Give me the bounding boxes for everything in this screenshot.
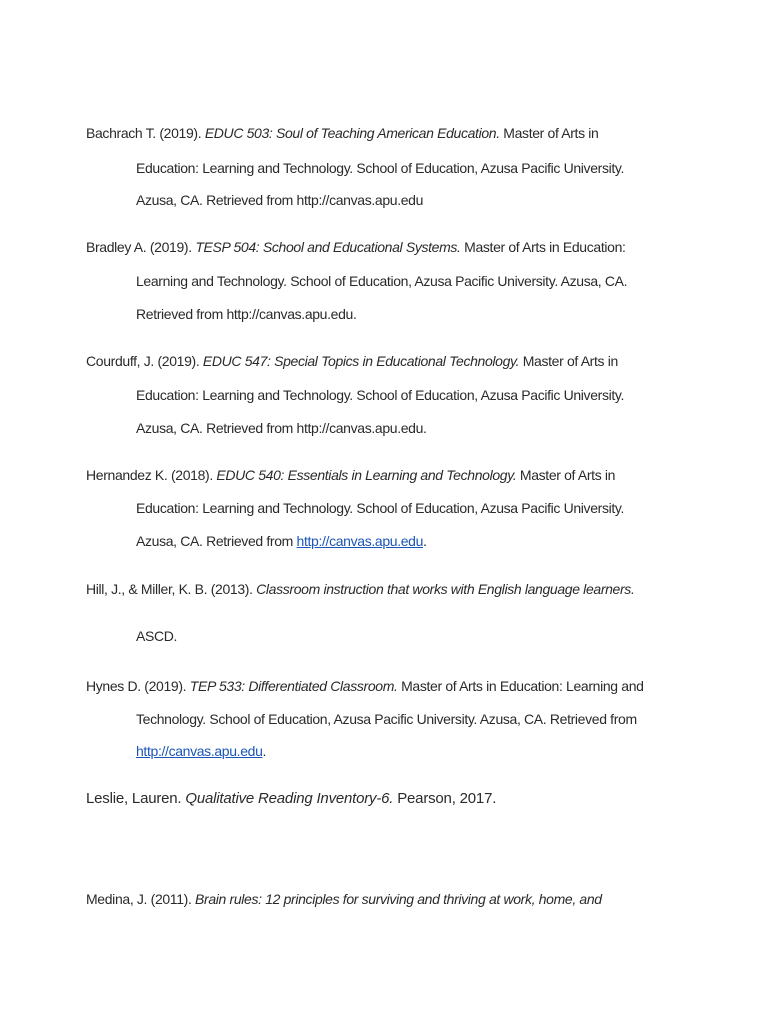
reference-text: ASCD. [136, 628, 178, 644]
reference-text: Master of Arts in [519, 353, 618, 369]
reference-text: Hill, J., & Miller, K. B. (2013). [86, 581, 257, 597]
reference-text: Pearson, 2017. [393, 790, 497, 807]
reference-text: Education: Learning and Technology. School of Education, Azusa Pacific University. [136, 387, 625, 403]
reference-text: Bradley A. (2019). [86, 239, 196, 255]
reference-entry [86, 467, 615, 483]
reference-text: Hynes D. (2019). [86, 678, 190, 694]
reference-continuation-line [136, 306, 357, 322]
reference-text: . [423, 533, 427, 549]
reference-title: Classroom instruction that works with English language learners. [256, 581, 635, 597]
reference-entry [86, 353, 618, 369]
reference-text: Courduff, J. (2019). [86, 353, 203, 369]
reference-text: Master of Arts in Education: [460, 239, 626, 255]
reference-continuation-line [136, 743, 266, 759]
reference-text: Leslie, Lauren. [86, 790, 186, 807]
reference-continuation-line [136, 420, 427, 436]
reference-title: EDUC 547: Special Topics in Educational Technology. [202, 353, 520, 369]
reference-text: Azusa, CA. Retrieved from http://canvas.apu.edu. [136, 420, 427, 436]
reference-title: TESP 504: School and Educational Systems. [195, 239, 461, 255]
reference-text: Technology. School of Education, Azusa Pacific University. Azusa, CA. Retrieved from [136, 711, 637, 727]
reference-title: Brain rules: 12 principles for surviving and thriving at work, home, and [195, 891, 602, 907]
reference-text: Hernandez K. (2018). [86, 467, 217, 483]
reference-entry [86, 891, 602, 907]
reference-text: Azusa, CA. Retrieved from http://canvas.apu.edu [136, 192, 424, 208]
reference-text: Medina, J. (2011). [86, 891, 196, 907]
reference-text: Master of Arts in [499, 125, 599, 141]
reference-text: Master of Arts in [516, 467, 616, 483]
reference-text: Azusa, CA. Retrieved from [136, 533, 297, 549]
reference-continuation-line [136, 711, 637, 727]
reference-title: TEP 533: Differentiated Classroom. [189, 678, 398, 694]
reference-text: Learning and Technology. School of Education, Azusa Pacific University. Azusa, CA. [136, 273, 628, 289]
reference-title: EDUC 540: Essentials in Learning and Technology. [216, 467, 517, 483]
reference-continuation-line [136, 192, 423, 208]
reference-continuation-line [136, 273, 627, 289]
reference-entry [86, 678, 644, 694]
reference-title: EDUC 503: Soul of Teaching American Education. [204, 125, 500, 141]
reference-entry [86, 125, 598, 141]
reference-continuation-line [136, 387, 624, 403]
url-link[interactable]: http://canvas.apu.edu [296, 533, 424, 549]
reference-text: Education: Learning and Technology. School of Education, Azusa Pacific University. [136, 500, 625, 516]
reference-continuation-line [136, 500, 624, 516]
reference-continuation-line [136, 533, 427, 549]
reference-entry [86, 581, 635, 597]
reference-continuation-line [136, 628, 177, 644]
reference-title: Qualitative Reading Inventory-6. [185, 790, 394, 807]
reference-text: Education: Learning and Technology. School of Education, Azusa Pacific University. [136, 160, 625, 176]
reference-text: Bachrach T. (2019). [86, 125, 205, 141]
reference-entry [86, 791, 496, 807]
reference-text: Master of Arts in Education: Learning and [397, 678, 644, 694]
reference-text: Retrieved from http://canvas.apu.edu. [136, 306, 357, 322]
reference-continuation-line [136, 160, 624, 176]
reference-text: . [262, 743, 267, 759]
url-link[interactable]: http://canvas.apu.edu [136, 743, 263, 759]
reference-entry [86, 239, 626, 255]
